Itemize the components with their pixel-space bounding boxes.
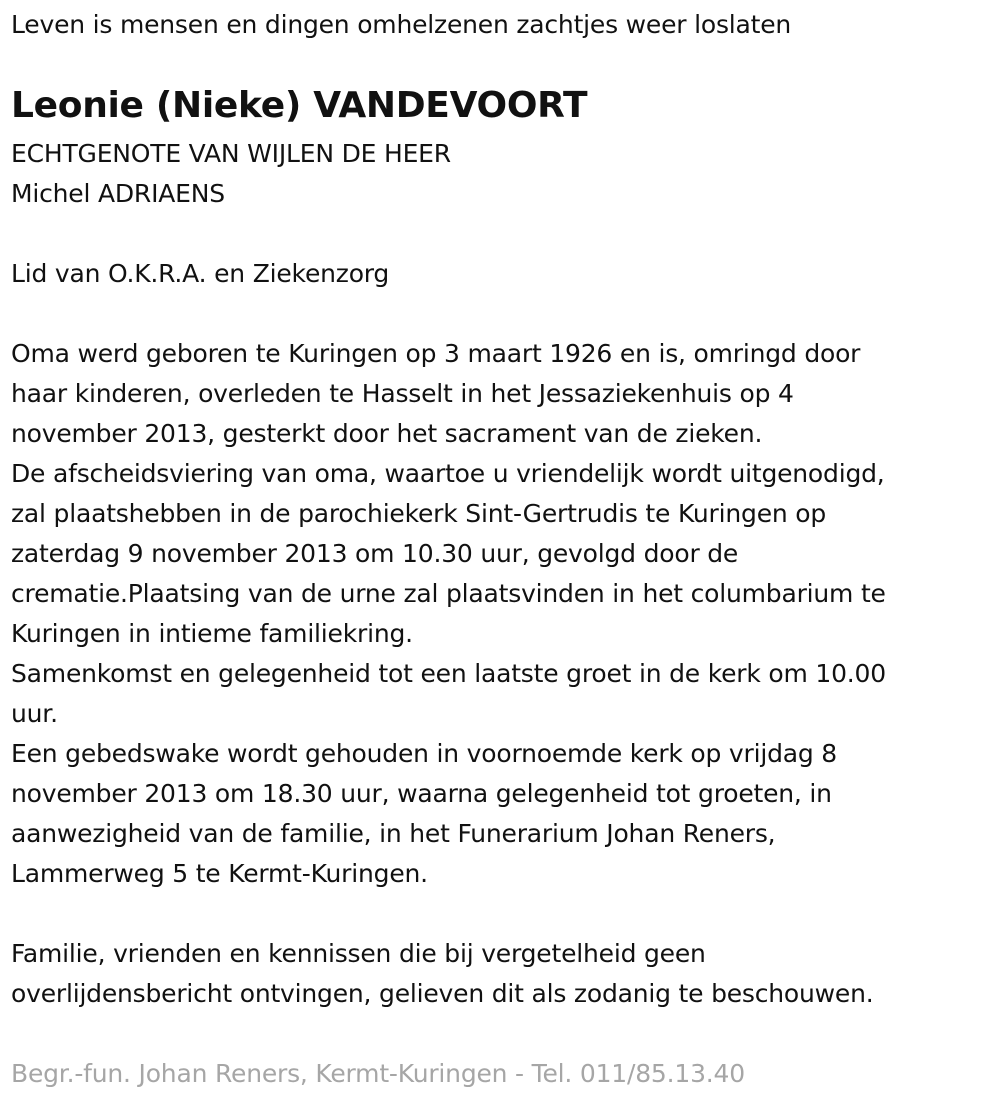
body-line: zaterdag 9 november 2013 om 10.30 uur, gevolgd door de bbox=[11, 539, 739, 568]
closing-note bbox=[11, 934, 874, 1014]
body-line: aanwezigheid van de familie, in het Funerarium Johan Reners, bbox=[11, 819, 776, 848]
body-line: Oma werd geboren te Kuringen op 3 maart 1926 en is, omringd door bbox=[11, 339, 861, 368]
spouse-title: ECHTGENOTE VAN WIJLEN DE HEER bbox=[11, 139, 451, 168]
body-line: zal plaatshebben in de parochiekerk Sint-Gertrudis te Kuringen op bbox=[11, 499, 827, 528]
closing-line: Familie, vrienden en kennissen die bij vergetelheid geen bbox=[11, 939, 706, 968]
announcement-body bbox=[11, 334, 886, 894]
membership: Lid van O.K.R.A. en Ziekenzorg bbox=[11, 259, 390, 288]
body-line: Een gebedswake wordt gehouden in voornoemde kerk op vrijdag 8 bbox=[11, 739, 838, 768]
body-line: crematie.Plaatsing van de urne zal plaatsvinden in het columbarium te bbox=[11, 579, 886, 608]
body-line: haar kinderen, overleden te Hasselt in het Jessaziekenhuis op 4 bbox=[11, 379, 794, 408]
motto: Leven is mensen en dingen omhelzenen zachtjes weer loslaten bbox=[11, 10, 792, 39]
spouse-name: Michel ADRIAENS bbox=[11, 179, 225, 208]
body-line: november 2013, gesterkt door het sacrament van de zieken. bbox=[11, 419, 763, 448]
funeral-director-footer: Begr.-fun. Johan Reners, Kermt-Kuringen - Tel. 011/85.13.40 bbox=[11, 1059, 745, 1088]
body-line: De afscheidsviering van oma, waartoe u vriendelijk wordt uitgenodigd, bbox=[11, 459, 885, 488]
body-line: Lammerweg 5 te Kermt-Kuringen. bbox=[11, 859, 428, 888]
spouse-block bbox=[11, 134, 451, 214]
deceased-name: Leonie (Nieke) VANDEVOORT bbox=[11, 85, 588, 126]
body-line: november 2013 om 18.30 uur, waarna gelegenheid tot groeten, in bbox=[11, 779, 832, 808]
body-line: Kuringen in intieme familiekring. bbox=[11, 619, 413, 648]
closing-line: overlijdensbericht ontvingen, gelieven dit als zodanig te beschouwen. bbox=[11, 979, 874, 1008]
body-line: Samenkomst en gelegenheid tot een laatste groet in de kerk om 10.00 bbox=[11, 659, 886, 688]
body-line: uur. bbox=[11, 699, 58, 728]
